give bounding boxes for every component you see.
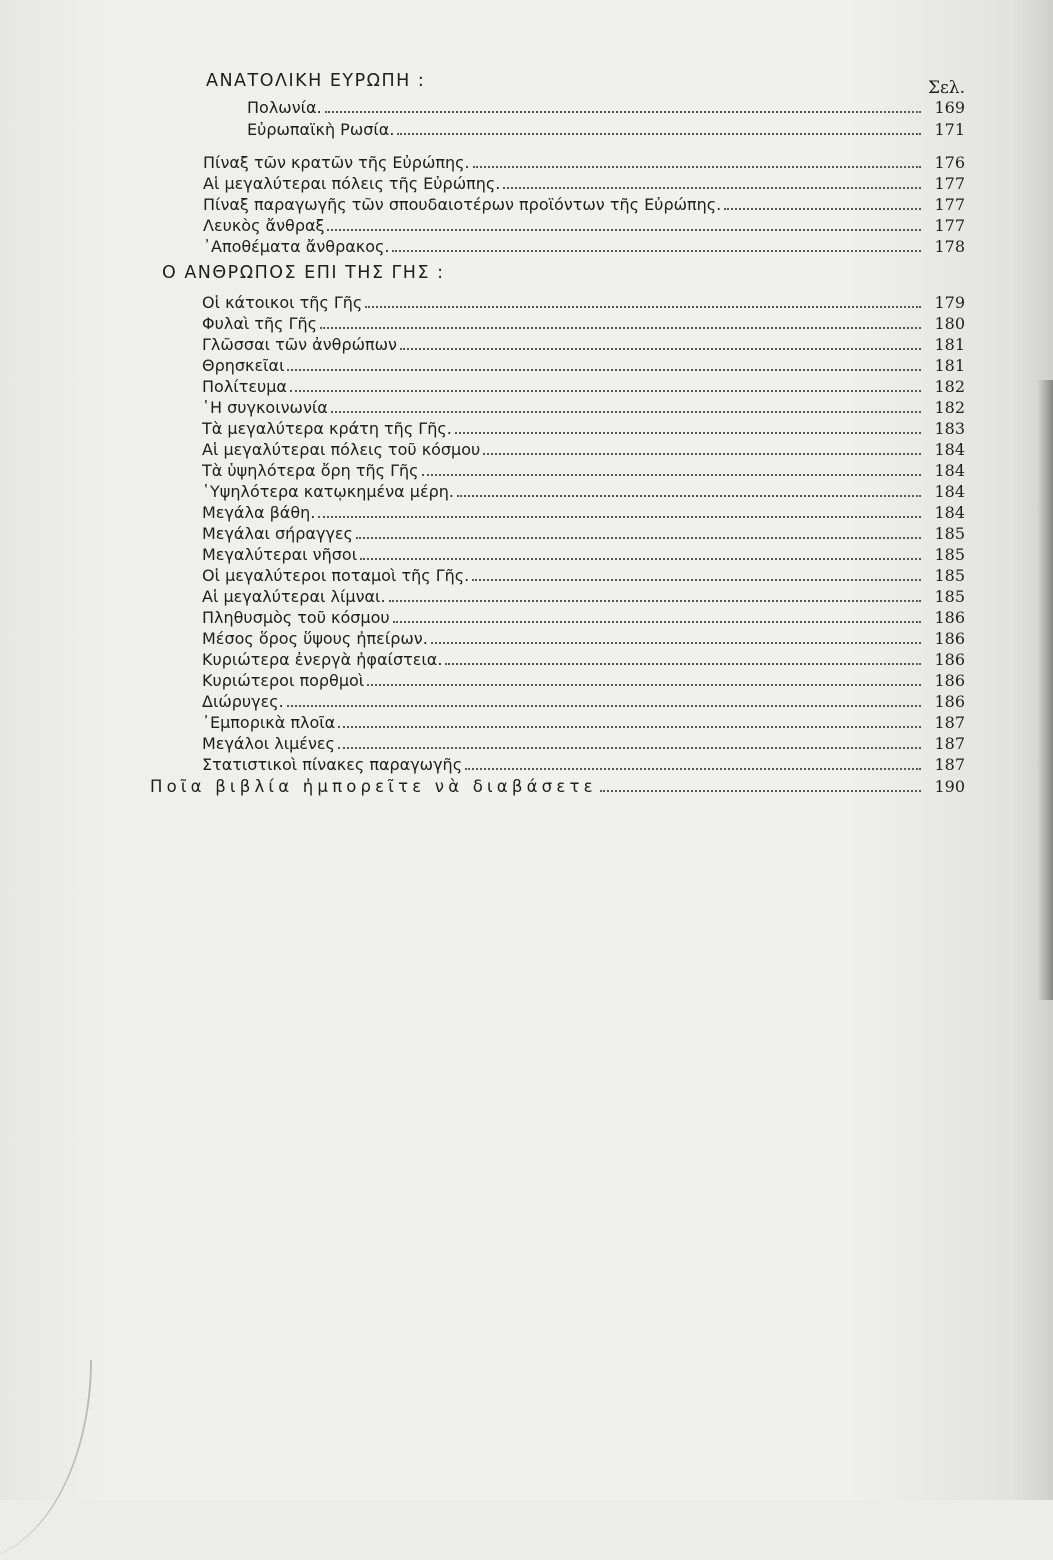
toc-entry-label: Αἱ μεγαλύτεραι πόλεις τῆς Εὐρώπης. [203,174,501,193]
toc-entry-label: Φυλαὶ τῆς Γῆς [202,314,318,333]
toc-entry [202,733,965,755]
toc-entry-page: 187 [934,734,965,753]
toc-entry-page: 186 [934,650,965,669]
dot-leader [457,495,921,497]
toc-entry-label: Πολίτευμα [202,377,287,396]
toc-entry-page: 183 [934,419,965,438]
dot-leader [327,229,921,231]
dot-leader [600,790,921,792]
dot-leader [360,558,921,560]
dot-leader [483,453,921,455]
toc-entry-page: 190 [934,777,965,796]
toc-entry-page: 181 [934,356,965,375]
toc-entry [202,607,965,629]
toc-entry-label: ῾Υψηλότερα κατῳκημένα μέρη. [202,482,454,501]
toc-entry-label: Κυριώτερα ἐνεργὰ ἡφαίστεια. [202,650,443,669]
toc-entry [202,565,965,587]
toc-entry-page: 186 [934,692,965,711]
toc-entry-page: 184 [934,461,965,480]
toc-entry [202,481,965,503]
dot-leader [473,166,921,168]
dot-leader [465,768,921,770]
dot-leader [367,684,921,686]
dot-leader [472,579,921,581]
toc-entry-label: Τὰ ὑψηλότερα ὄρη τῆς Γῆς [202,461,419,480]
dot-leader [338,726,921,728]
toc-entry-page: 186 [934,629,965,648]
dot-leader [287,369,921,371]
toc-entry [202,439,965,461]
page-edge-shadow [1037,380,1053,1000]
dot-leader [445,663,921,665]
toc-entry [202,502,965,524]
dot-leader [320,327,921,329]
toc-entry [203,236,965,258]
toc-entry-page: 187 [934,713,965,732]
dot-leader [422,474,921,476]
dot-leader [400,348,921,350]
toc-entry-page: 185 [934,566,965,585]
toc-entry-page: 178 [934,237,965,256]
dot-leader [338,747,921,749]
toc-entry-page: 180 [934,314,965,333]
toc-entry-label: Διώρυγες. [202,692,284,711]
dot-leader [389,600,921,602]
toc-entry-label: Πίναξ τῶν κρατῶν τῆς Εὐρώπης. [203,153,470,172]
toc-entry [202,376,965,398]
dot-leader [287,705,921,707]
toc-entry-label: ῾Η συγκοινωνία [202,398,328,417]
toc-entry-label: Λευκὸς ἄνθραξ [203,216,325,235]
toc-entry-page: 181 [934,335,965,354]
dot-leader [365,306,921,308]
dot-leader [724,208,921,210]
toc-entry-label: Κυριώτεροι πορθμοὶ [202,671,365,690]
toc-entry [247,97,965,119]
toc-entry-page: 171 [934,120,965,139]
section-title-man-on-earth: Ο ΑΝΘΡΩΠΟΣ ΕΠΙ ΤΗΣ ΓΗΣ : [162,263,445,283]
toc-entry-page: 184 [934,482,965,501]
dot-leader [325,111,921,113]
toc-entry-page: 177 [934,174,965,193]
toc-entry [202,544,965,566]
toc-entry-label: ᾿Εμπορικὰ πλοῖα [202,713,336,732]
page-column-label: Σελ. [927,78,965,98]
toc-entry-label: Γλῶσσαι τῶν ἀνθρώπων [202,335,397,354]
toc-entry-label: Τὰ μεγαλύτερα κράτη τῆς Γῆς. [202,419,452,438]
toc-entry [202,418,965,440]
toc-entry [202,649,965,671]
toc-entry-label: Εὐρωπαϊκὴ Ρωσία. [247,120,395,139]
toc-entry-label: Στατιστικοὶ πίνακες παραγωγῆς [202,755,463,774]
toc-entry-label: Μεγαλύτεραι νῆσοι [202,545,358,564]
dot-leader [318,516,921,518]
toc-entry [202,628,965,650]
toc-entry-page: 185 [934,587,965,606]
toc-entry-label: Πολωνία. [247,98,322,117]
toc-entry [203,194,965,216]
toc-entry [202,754,965,776]
toc-entry-label: Θρησκεῖαι [202,356,285,375]
toc-entry-page: 179 [934,293,965,312]
toc-entry [202,712,965,734]
toc-entry-page: 184 [934,440,965,459]
toc-entry-label: Πίναξ παραγωγῆς τῶν σπουδαιοτέρων προϊόντων τῆς Εὐρώπης. [203,195,722,214]
toc-entry [247,119,965,141]
dot-leader [455,432,921,434]
dot-leader [290,390,921,392]
toc-entry-page: 185 [934,524,965,543]
toc-entry-page: 182 [934,377,965,396]
dot-leader [331,411,921,413]
toc-entry-page: 169 [934,98,965,117]
toc-entry-further-reading [150,776,965,798]
toc-entry [203,173,965,195]
toc-entry [202,586,965,608]
toc-entry-page: 184 [934,503,965,522]
toc-entry [202,292,965,314]
toc-entry [203,215,965,237]
toc-entry-page: 176 [934,153,965,172]
dot-leader [503,187,921,189]
dot-leader [431,642,921,644]
dot-leader [393,621,921,623]
toc-entry-page: 177 [934,195,965,214]
toc-entry-label: Πληθυσμὸς τοῦ κόσμου [202,608,390,627]
toc-entry-label: Αἱ μεγαλύτεραι πόλεις τοῦ κόσμου [202,440,481,459]
toc-entry-page: 186 [934,608,965,627]
toc-entry [202,691,965,713]
toc-entry-label: Μεγάλοι λιμένες [202,734,335,753]
dot-leader [392,250,921,252]
dot-leader [397,133,921,135]
toc-entry [202,334,965,356]
toc-entry [202,355,965,377]
toc-entry [202,670,965,692]
toc-entry-page: 177 [934,216,965,235]
toc-entry-label: Ποῖα βιβλία ἠμπορεῖτε νὰ διαβάσετε [150,777,597,796]
toc-entry-page: 182 [934,398,965,417]
toc-entry-label: ᾿Αποθέματα ἄνθρακος. [203,237,390,256]
toc-entry-label: Αἱ μεγαλύτεραι λίμναι. [202,587,386,606]
toc-entry-label: Μεγάλαι σήραγγες [202,524,353,543]
toc-entry-label: Οἱ μεγαλύτεροι ποταμοὶ τῆς Γῆς. [202,566,470,585]
toc-entry-page: 185 [934,545,965,564]
toc-entry [202,313,965,335]
toc-entry [202,397,965,419]
dot-leader [356,537,921,539]
toc-entry-page: 186 [934,671,965,690]
toc-entry-page: 187 [934,755,965,774]
toc-entry-label: Οἱ κάτοικοι τῆς Γῆς [202,293,363,312]
toc-entry [202,523,965,545]
toc-entry-label: Μεγάλα βάθη. [202,503,316,522]
section-title-eastern-europe: ΑΝΑΤΟΛΙΚΗ ΕΥΡΩΠΗ : [206,71,426,91]
toc-entry [203,152,965,174]
toc-entry-label: Μέσος ὅρος ὕψους ἠπείρων. [202,629,428,648]
toc-entry [202,460,965,482]
